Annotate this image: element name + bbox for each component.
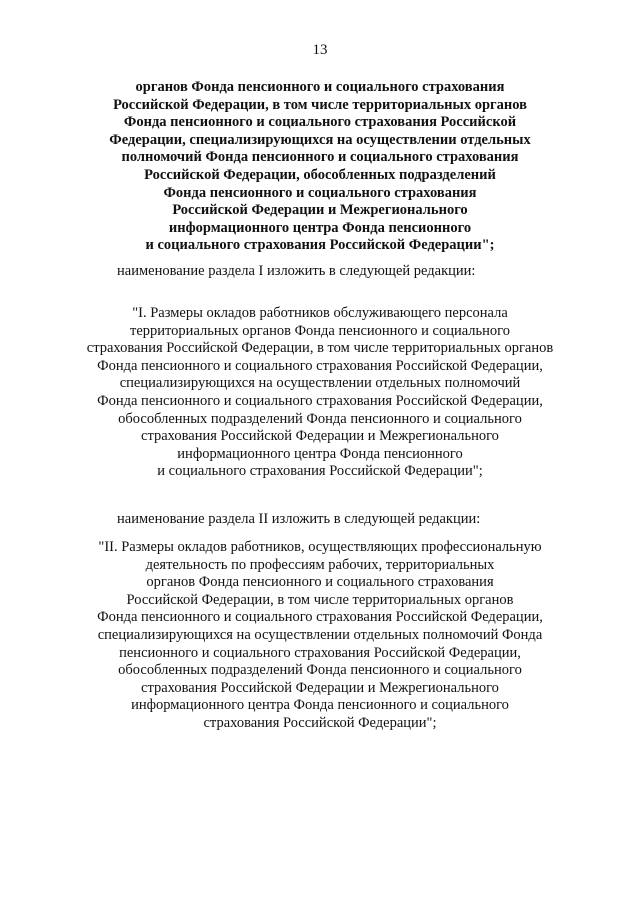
- text-line: "I. Размеры окладов работников обслуживающего персонала: [132, 305, 508, 321]
- text-line: Фонда пенсионного и социального страхования Российской Федерации,: [97, 609, 543, 626]
- instruction-section-2: наименование раздела II изложить в следующей редакции:: [117, 511, 481, 527]
- text-line: Российской Федерации, в том числе территориальных органов: [126, 591, 514, 608]
- text-line: специализирующихся на осуществлении отдельных полномочий: [119, 375, 521, 392]
- text-line: обособленных подразделений Фонда пенсионного и социального: [118, 410, 522, 427]
- text-line: Фонда пенсионного и социального страхования Российской: [123, 114, 517, 131]
- page-number: 13: [312, 42, 328, 58]
- text-line: Российской Федерации, в том числе территориальных органов: [113, 96, 527, 113]
- text-line: информационного центра Фонда пенсионного: [177, 445, 463, 462]
- instruction-section-1: наименование раздела I изложить в следующей редакции:: [117, 263, 476, 279]
- text-line: органов Фонда пенсионного и социального страхования: [135, 79, 505, 95]
- text-line: обособленных подразделений Фонда пенсионного и социального: [118, 662, 522, 679]
- text-line: информационного центра Фонда пенсионного и социального: [131, 697, 509, 714]
- text-line: Фонда пенсионного и социального страхования Российской Федерации,: [97, 392, 543, 409]
- text-line: страхования Российской Федерации, в том числе территориальных органов: [86, 340, 554, 357]
- text-line: пенсионного и социального страхования Российской Федерации,: [119, 644, 521, 661]
- text-line: Российской Федерации, обособленных подразделений: [144, 166, 496, 183]
- text-line: Федерации, специализирующихся на осуществлении отдельных: [109, 131, 531, 148]
- text-line: и социального страхования Российской Федерации";: [157, 463, 483, 480]
- text-line: страхования Российской Федерации и Межрегионального: [141, 679, 499, 696]
- text-line: информационного центра Фонда пенсионного: [168, 219, 472, 236]
- text-line: органов Фонда пенсионного и социального страхования: [146, 574, 494, 591]
- text-line: страхования Российской Федерации и Межрегионального: [141, 428, 499, 445]
- text-line: Фонда пенсионного и социального страхования Российской Федерации,: [97, 357, 543, 374]
- text-line: страхования Российской Федерации";: [203, 714, 437, 731]
- section-2-new-title: [60, 539, 580, 733]
- text-line: Фонда пенсионного и социального страхования: [163, 184, 477, 201]
- text-line: деятельность по профессиям рабочих, территориальных: [145, 556, 495, 573]
- text-line: полномочий Фонда пенсионного и социального страхования: [121, 149, 519, 166]
- bold-heading-continuation: [60, 79, 580, 255]
- text-line: территориальных органов Фонда пенсионного и социального: [130, 322, 510, 339]
- section-1-new-title: [60, 305, 580, 481]
- text-line: специализирующихся на осуществлении отдельных полномочий Фонда: [97, 626, 543, 643]
- text-line: и социального страхования Российской Федерации";: [145, 237, 495, 254]
- text-line: "II. Размеры окладов работников, осуществляющих профессиональную: [98, 539, 542, 555]
- text-line: Российской Федерации и Межрегионального: [172, 202, 468, 219]
